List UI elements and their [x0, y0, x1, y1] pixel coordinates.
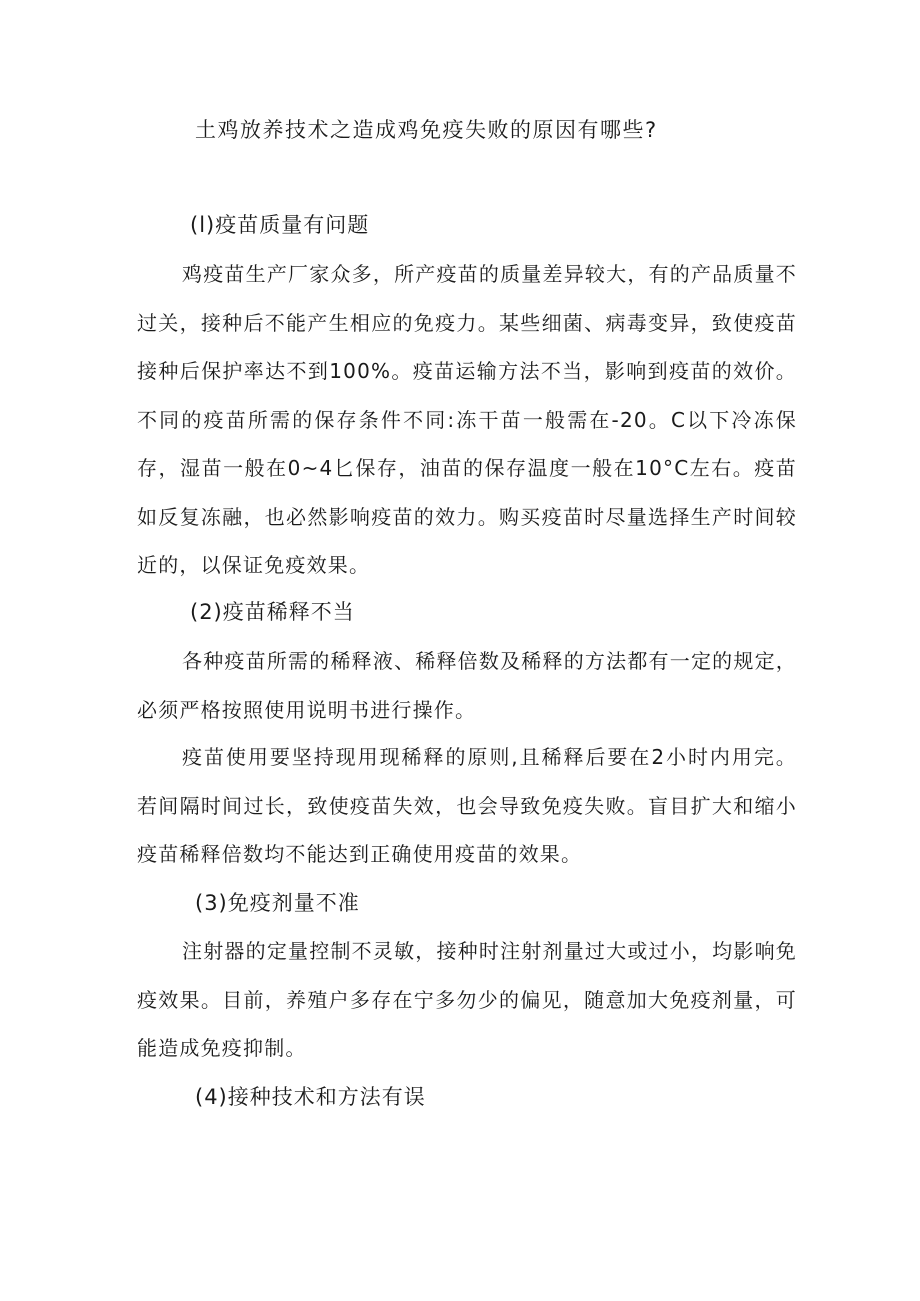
section-3-paragraph-1: 注射器的定量控制不灵敏，接种时注射剂量过大或过小，均影响免疫效果。目前，养殖户多存在宁多勿少的偏见，随意加大免疫剂量，可能造成免疫抑制。	[137, 939, 797, 1060]
document-title: 土鸡放养技术之造成鸡免疫失败的原因有哪些?	[195, 118, 658, 142]
section-2-paragraph-1: 各种疫苗所需的稀释液、稀释倍数及稀释的方法都有一定的规定，必须严格按照使用说明书进行操作。	[137, 649, 797, 722]
section-heading-3: (3)免疫剂量不准	[195, 891, 360, 915]
section-heading-1: (l)疫苗质量有问题	[190, 213, 370, 237]
section-1-paragraph-1: 鸡疫苗生产厂家众多，所产疫苗的质量差异较大，有的产品质量不过关，接种后不能产生相应的免疫力。某些细菌、病毒变异，致使疫苗接种后保护率达不到100%。疫苗运输方法不当，影响到疫苗的效价。不同的疫苗所需的保存条件不同:冻干苗一般需在-20。C以下冷冻保存，湿苗一般在0~4匕保存，油苗的保存温度一般在10°C左右。疫苗如反复冻融，也必然影响疫苗的效力。购买疫苗时尽量选择生产时间较近的，以保证免疫效果。	[137, 262, 797, 577]
section-2-paragraph-2: 疫苗使用要坚持现用现稀释的原则,且稀释后要在2小时内用完。若间隔时间过长，致使疫苗失效，也会导致免疫失败。盲目扩大和缩小疫苗稀释倍数均不能达到正确使用疫苗的效果。	[137, 745, 797, 866]
section-heading-4: (4)接种技术和方法有误	[195, 1085, 426, 1109]
section-heading-2: (2)疫苗稀释不当	[190, 600, 355, 624]
